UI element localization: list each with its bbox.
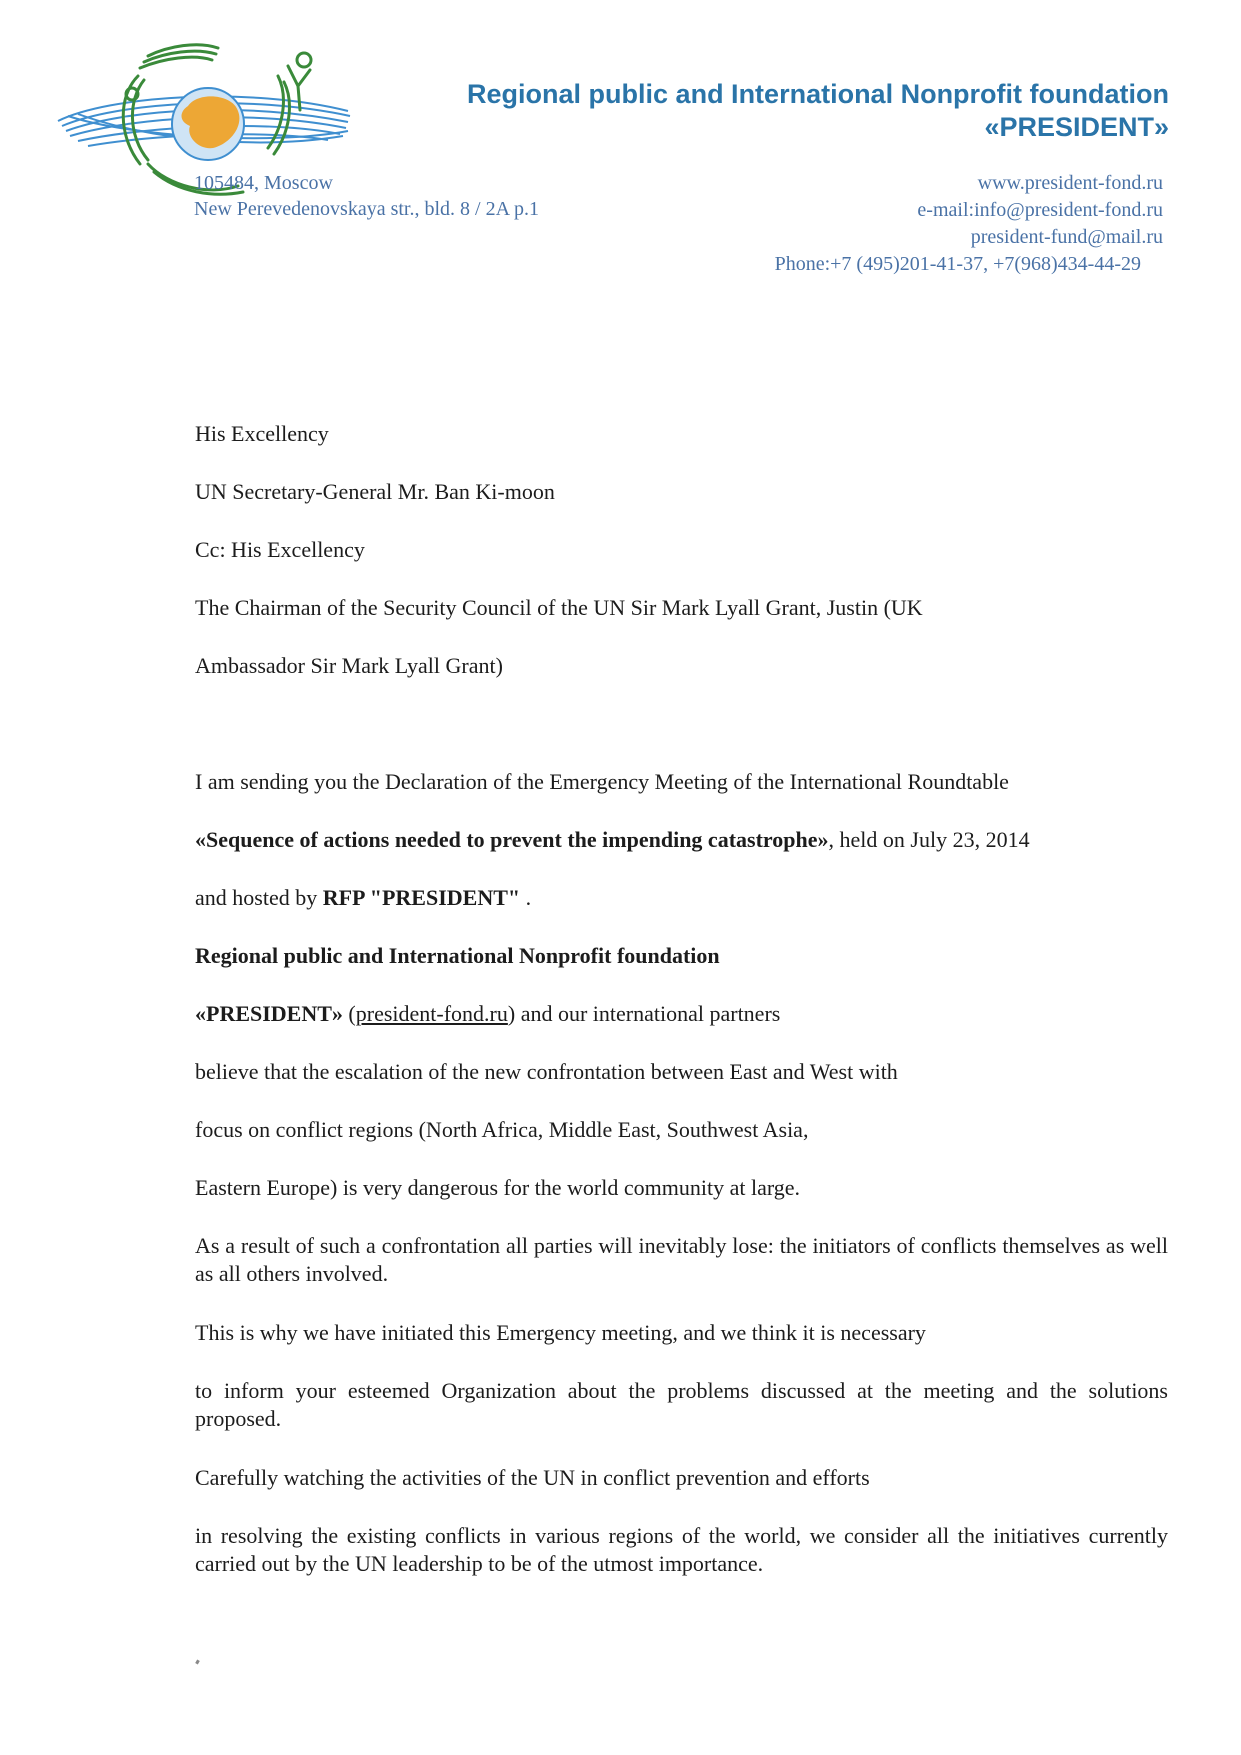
address-city: 105484, Moscow — [194, 172, 333, 194]
addressee-line-2: UN Secretary-General Mr. Ban Ki-moon — [195, 479, 555, 504]
letter-paragraph-3 — [195, 884, 1168, 912]
letter-paragraph-6: believe that the escalation of the new confrontation between East and West with — [195, 1059, 898, 1084]
letter-paragraph-10: This is why we have initiated this Emergency meeting, and we think it is necessary — [195, 1320, 926, 1345]
paren-open: ( — [342, 1001, 356, 1026]
hosted-by-prefix: and hosted by — [195, 885, 323, 910]
letter-paragraph-7: focus on conflict regions (North Africa, Middle East, Southwest Asia, — [195, 1117, 809, 1142]
foundation-website-link[interactable]: president-fond.ru — [355, 1001, 508, 1026]
host-name: RFP "PRESIDENT" — [322, 885, 521, 910]
letter-paragraph-4: Regional public and International Nonprofit foundation — [195, 943, 720, 968]
email-info[interactable]: e-mail:info@president-fond.ru — [917, 199, 1163, 221]
email-fund[interactable]: president-fund@mail.ru — [970, 226, 1163, 248]
letter-paragraph-9: As a result of such a confrontation all parties will inevitably lose: the initiators of conflicts themselves as well as all others involved. — [195, 1233, 1168, 1286]
phone-numbers: Phone:+7 (495)201-41-37, +7(968)434-44-29 — [774, 253, 1141, 275]
contact-block — [775, 170, 1163, 278]
addressee-line-3: Cc: His Excellency — [195, 537, 365, 562]
addressee-line-4: The Chairman of the Security Council of the UN Sir Mark Lyall Grant, Justin (UK — [195, 595, 923, 620]
address-street: New Perevedenovskaya str., bld. 8 / 2A p.1 — [194, 198, 539, 220]
hosted-by-suffix: . — [520, 885, 532, 910]
roundtable-title: «Sequence of actions needed to prevent the impending catastrophe» — [195, 827, 829, 852]
organization-title-line1: Regional public and International Nonprofit foundation — [467, 79, 1169, 109]
foundation-name: «PRESIDENT» — [195, 1001, 343, 1026]
letter-paragraph-8: Eastern Europe) is very dangerous for the world community at large. — [195, 1175, 801, 1200]
letter-paragraph-1: I am sending you the Declaration of the Emergency Meeting of the International Roundtable — [195, 769, 1009, 794]
letter-paragraph-5 — [195, 1000, 1168, 1028]
addressee-line-1: His Excellency — [195, 421, 329, 446]
website-link[interactable]: www.president-fond.ru — [977, 172, 1163, 194]
partners-text: ) and our international partners — [507, 1001, 781, 1026]
postal-address — [194, 170, 539, 222]
organization-title-line2: «PRESIDENT» — [984, 112, 1169, 142]
letter-paragraph-11: to inform your esteemed Organization about the problems discussed at the meeting and the solutions proposed. — [195, 1378, 1168, 1431]
logo-figure-head-right — [297, 53, 311, 67]
letter-paragraph-13: in resolving the existing conflicts in various regions of the world, we consider all the initiatives currently carried out by the UN leadership to be of the utmost importance. — [195, 1523, 1168, 1576]
letter-paragraph-12: Carefully watching the activities of the UN in conflict prevention and efforts — [195, 1465, 870, 1490]
stray-mark — [195, 1660, 200, 1665]
organization-title — [269, 78, 1169, 144]
addressee-line-5: Ambassador Sir Mark Lyall Grant) — [195, 653, 503, 678]
letter-paragraph-2 — [195, 826, 1168, 854]
roundtable-date: , held on July 23, 2014 — [828, 827, 1030, 852]
